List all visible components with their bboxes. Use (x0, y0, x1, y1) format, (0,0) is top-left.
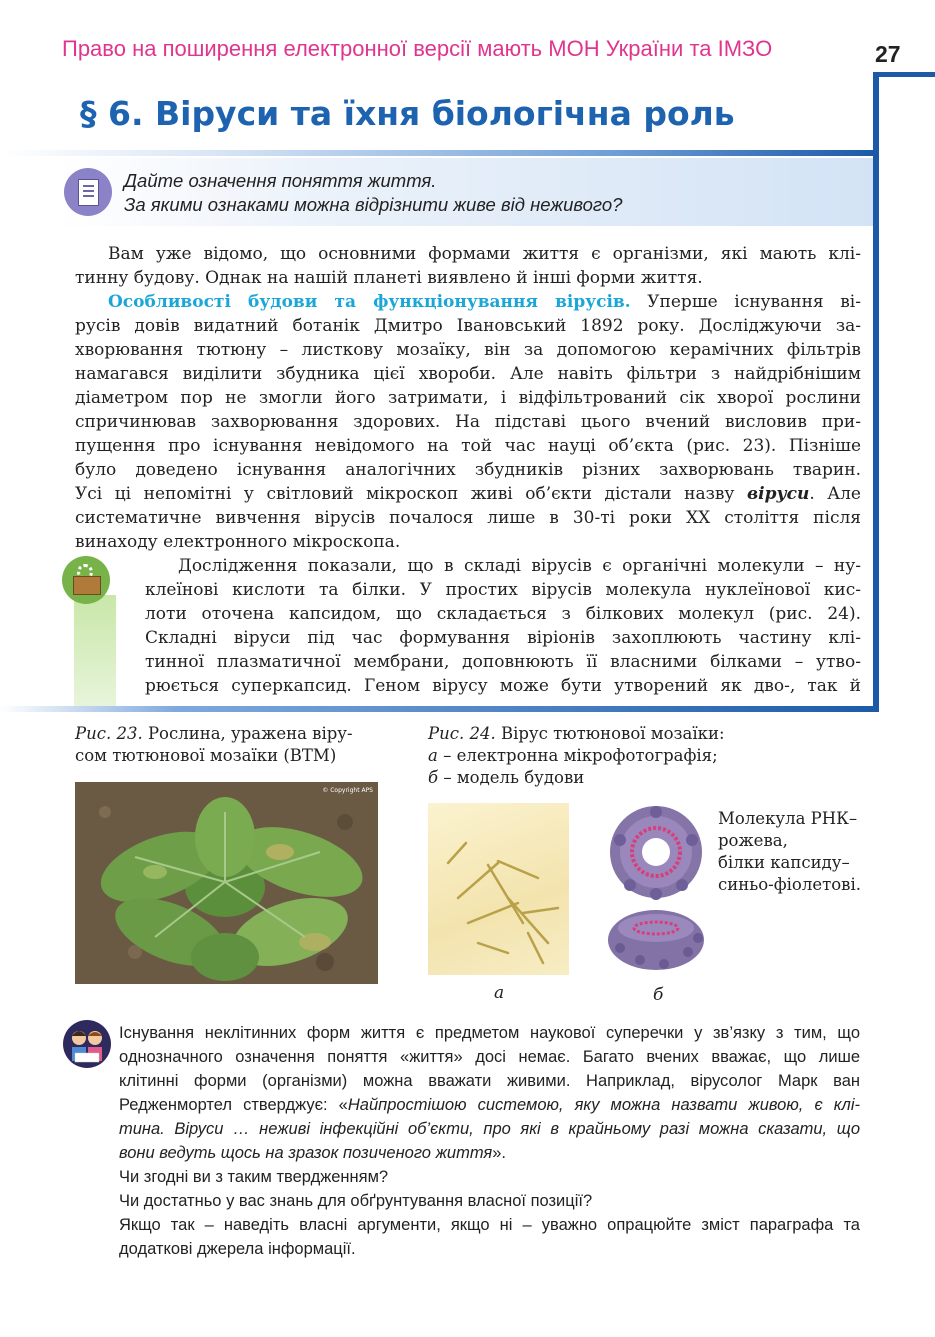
body-line: тинної плазматичної мембрани, доповнюють її власними білками – утво- (145, 652, 861, 672)
body-line: клеїнові кислоти та білки. У простих вірусів молекула нуклеїнової кис- (145, 580, 861, 600)
discussion-question: Чи згодні ви з таким твердженням? (119, 1168, 389, 1186)
discussion-line: додаткові джерела інформації. (119, 1240, 356, 1258)
research-chest-icon (62, 556, 110, 604)
body-line: тинну будову. Однак на нашій планеті виявлено й інші форми життя. (75, 268, 703, 288)
figure-23-caption-line: сом тютюнової мозаїки (ВТМ) (75, 746, 337, 765)
body-line: русів довів видатний ботанік Дмитро Івановський 1892 року. Досліджуючи за- (75, 316, 861, 336)
quote-text: Найпростішою системою, яку можна назвати живою, є клі- (347, 1096, 860, 1114)
title-underline (0, 150, 873, 156)
model-note-line: рожева, (718, 831, 788, 850)
figure-24-caption-line: б – модель будови (428, 768, 585, 787)
discussion-quote-line: вони ведуть щось на зразок позиченого життя». (119, 1144, 506, 1162)
discussion-line: Існування неклітинних форм життя є предметом наукової суперечки у зв’язку з тим, що (119, 1024, 860, 1042)
discussion-question: Чи достатньо у вас знань для обґрунтування власної позиції? (119, 1192, 593, 1210)
discussion-line: клітинні форми (організми) можна вважати живими. Наприклад, вірусолог Марк ван (119, 1072, 860, 1090)
body-line: Особливості будови та функціонування вірусів. Уперше існування ві- (108, 292, 861, 312)
body-line: Дослідження показали, що в складі вірусів є органічні молекули – ну- (178, 556, 861, 576)
question-1: Дайте означення поняття життя. (124, 170, 437, 191)
body-line: Усі ці непомітні у світловий мікроскоп живі об’єкти дістали назву віруси. Але (75, 484, 861, 504)
tobacco-plant-photo (75, 782, 378, 984)
section-divider (0, 706, 879, 712)
body-line: діаметром пор не змогли його затримати, і відфільтрований сік хворої рослини (75, 388, 861, 408)
model-note-line: білки капсиду– (718, 853, 850, 872)
body-line: пущення про існування невідомого на той час науці об’єкта (рис. 23). Пізніше (75, 436, 861, 456)
electron-micrograph-photo (428, 803, 569, 975)
body-line: спричинював захворювання здорових. На підставі цього вчений висловив при- (75, 412, 861, 432)
figure-letter-a: а (494, 983, 505, 1003)
body-line: намагався виділити збудника цієї хвороби. Але навіть фільтри з найдрібнішим (75, 364, 861, 384)
notebook-icon (64, 168, 112, 216)
discussion-people-icon (63, 1020, 111, 1068)
body-line: хворювання тютюну – листкову мозаїку, він за допомогою керамічних фільтрів (75, 340, 861, 360)
discussion-line: Редженмортел стверджує: «Найпростішою системою, яку можна назвати живою, є клі- (119, 1096, 860, 1114)
model-note-line: синьо-фіолетові. (718, 875, 861, 894)
body-line: рюється суперкапсид. Геном вірусу може бути утворений як дво-, так й (145, 676, 861, 696)
corner-rule-vertical (873, 76, 879, 708)
figure-24-caption: Рис. 24. Вірус тютюнової мозаїки: (428, 724, 725, 743)
body-line: Вам уже відомо, що основними формами життя є організми, які мають клі- (108, 244, 861, 264)
rights-notice: Право на поширення електронної версії мають МОН України та ІМЗО (62, 36, 773, 61)
photo-watermark: © Copyright APS (322, 787, 373, 794)
figure-23-caption: Рис. 23. Рослина, уражена віру- (75, 724, 353, 743)
body-line: лоти оточена капсидом, що складається з білкових молекул (рис. 24). (145, 604, 861, 624)
body-line: було доведено існування аналогічних збудників різних захворювань тварин. (75, 460, 861, 480)
virus-model-illustration (600, 800, 712, 982)
figure-24-caption-line: а – електронна мікрофотографія; (428, 746, 718, 765)
term-viruses: віруси (746, 484, 810, 504)
page-number: 27 (875, 41, 901, 67)
margin-accent-bar (74, 595, 116, 710)
discussion-quote-line: тина. Віруси … неживі інфекційні об’єкти, про які в крайньому разі можна сказати, що (119, 1120, 860, 1138)
body-line: винаходу електронного мікроскопа. (75, 532, 401, 552)
body-line: Складні віруси під час формування віріонів захоплюють частину клі- (145, 628, 861, 648)
discussion-line: Якщо так – наведіть власні аргументи, якщо ні – уважно опрацюйте зміст параграфа та (119, 1216, 860, 1234)
corner-rule-horizontal (873, 72, 935, 77)
discussion-line: однозначного означення поняття «життя» досі немає. Багато вчених вважає, що лише (119, 1048, 860, 1066)
model-note-line: Молекула РНК– (718, 809, 858, 828)
subheading-highlight: Особливості будови та функціонування вірусів. (108, 292, 631, 312)
section-title: § 6. Віруси та їхня біологічна роль (80, 94, 735, 133)
body-line: систематичне вивчення вірусів почалося лише в 30-ті роки XX століття після (75, 508, 861, 528)
question-2: За якими ознаками можна відрізнити живе від неживого? (124, 194, 623, 215)
figure-letter-b: б (653, 985, 664, 1005)
